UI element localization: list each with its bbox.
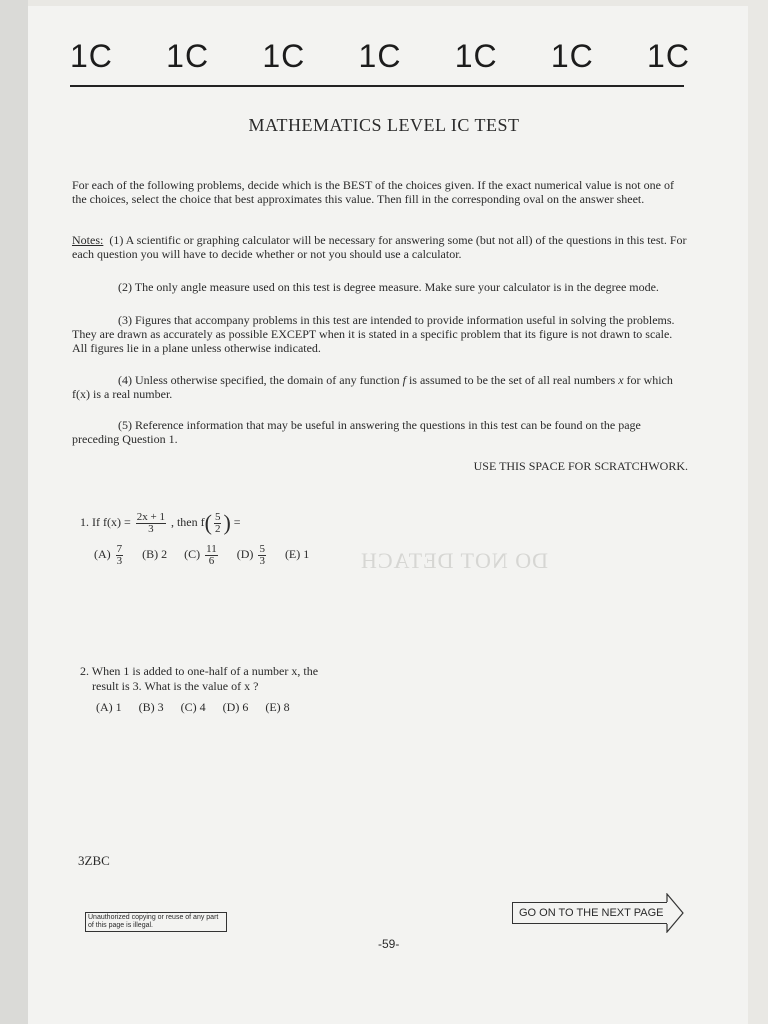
q1-denominator: 3 xyxy=(148,522,154,535)
note-4-text-c: for which f(x) is a real number. xyxy=(72,373,673,401)
form-code: 3ZBC xyxy=(78,853,110,868)
note-4-text-a: (4) Unless otherwise specified, the domain of any function xyxy=(118,373,400,387)
q1-numerator: 2x + 1 xyxy=(136,510,165,523)
choice-label: (D) xyxy=(236,547,254,562)
question-2 xyxy=(80,664,318,715)
note-4-x: x xyxy=(618,373,624,387)
choice-fraction xyxy=(258,544,266,567)
q1-choice-c[interactable] xyxy=(184,543,223,567)
q2-choices xyxy=(96,700,318,715)
choice-num: 11 xyxy=(206,543,217,555)
note-1 xyxy=(72,233,688,261)
q1-arg-denominator: 2 xyxy=(214,522,221,535)
q2-choice-d[interactable]: (D) 6 xyxy=(222,700,249,714)
scan-margin-left xyxy=(0,0,28,1024)
q2-choice-e[interactable]: (E) 8 xyxy=(265,700,290,714)
header-label: 1C xyxy=(70,38,113,74)
q2-line-2: result is 3. What is the value of x ? xyxy=(92,679,259,693)
q2-choice-a[interactable]: (A) 1 xyxy=(96,700,122,714)
note-4-f: f xyxy=(402,373,406,387)
next-page-label: GO ON TO THE NEXT PAGE xyxy=(519,907,664,919)
header-label: 1C xyxy=(550,38,594,74)
q1-mid: , then f xyxy=(170,514,205,529)
q1-choices xyxy=(94,544,323,567)
arrow-right-icon xyxy=(664,893,686,933)
choice-num: 7 xyxy=(116,543,123,555)
page-number: -59- xyxy=(378,937,400,951)
bleed-through-text: DO NOT DETACH xyxy=(360,548,549,573)
q1-choice-e[interactable]: (E) 1 xyxy=(284,547,310,562)
q1-fraction xyxy=(136,512,166,535)
q1-lead: 1. If f(x) = xyxy=(80,514,131,529)
page-title: MATHEMATICS LEVEL IC TEST xyxy=(248,115,520,135)
choice-fraction xyxy=(116,544,124,567)
q1-choice-a[interactable] xyxy=(94,543,128,567)
choice-den: 3 xyxy=(116,555,123,567)
question-1 xyxy=(80,510,323,567)
header-label: 1C xyxy=(166,38,210,74)
note-4 xyxy=(72,373,688,401)
choice-den: 3 xyxy=(259,555,265,567)
note-4-text-b: is assumed to be the set of all real numbers xyxy=(408,373,616,387)
instructions: For each of the following problems, decide which is the BEST of the choices given. If the exact numerical value is not one of the choices, select the choice that best approximates this value. Then fill in the corresponding oval on the answer sheet. xyxy=(72,178,674,206)
header-divider xyxy=(70,85,684,87)
header-label: 1C xyxy=(262,38,306,74)
q2-line-1: 2. When 1 is added to one-half of a number x, the xyxy=(80,664,319,678)
q1-argument xyxy=(214,512,222,535)
copyright-notice: Unauthorized copying or reuse of any part of this page is illegal. xyxy=(85,912,227,932)
note-3: (3) Figures that accompany problems in this test are intended to provide information useful in solving the problems. They are drawn as accurately as possible EXCEPT when it is stated in a specific problem that its figure is not drawn to scale. All figures lie in a plane unless otherwise indicated. xyxy=(72,313,675,355)
next-page-button[interactable] xyxy=(512,902,667,924)
level-header xyxy=(70,38,690,75)
choice-num: 5 xyxy=(259,543,265,555)
question-1-stem: 1. If f(x) = $\frac{2x + 1}{3}$ , then f( $\frac{5}{2}$ ) = xyxy=(80,510,241,535)
q1-tail: = xyxy=(233,514,241,529)
header-label: 1C xyxy=(454,38,498,74)
choice-fraction xyxy=(205,544,218,567)
note-2: (2) The only angle measure used on this test is degree measure. Make sure your calculator is in the degree mode. xyxy=(118,280,659,294)
choice-den: 6 xyxy=(208,555,215,567)
header-label: 1C xyxy=(647,38,690,74)
note-5: (5) Reference information that may be useful in answering the questions in this test can be found on the page preceding Question 1. xyxy=(72,418,641,446)
header-label: 1C xyxy=(358,38,402,74)
note-1-text: (1) A scientific or graphing calculator will be necessary for answering some (but not all) of the questions in this test. For each question you will have to decide whether or not you should use a calculator. xyxy=(72,233,687,261)
q1-choice-b[interactable]: (B) 2 xyxy=(142,547,168,562)
choice-label: (C) xyxy=(184,547,201,562)
q1-arg-numerator: 5 xyxy=(214,510,221,523)
q2-choice-c[interactable]: (C) 4 xyxy=(180,700,206,714)
q1-choice-d[interactable] xyxy=(236,543,271,567)
choice-label: (A) xyxy=(94,547,111,562)
q2-choice-b[interactable]: (B) 3 xyxy=(138,700,164,714)
scratchwork-label: USE THIS SPACE FOR SCRATCHWORK. xyxy=(473,459,688,473)
notes-label: Notes: xyxy=(72,233,104,247)
